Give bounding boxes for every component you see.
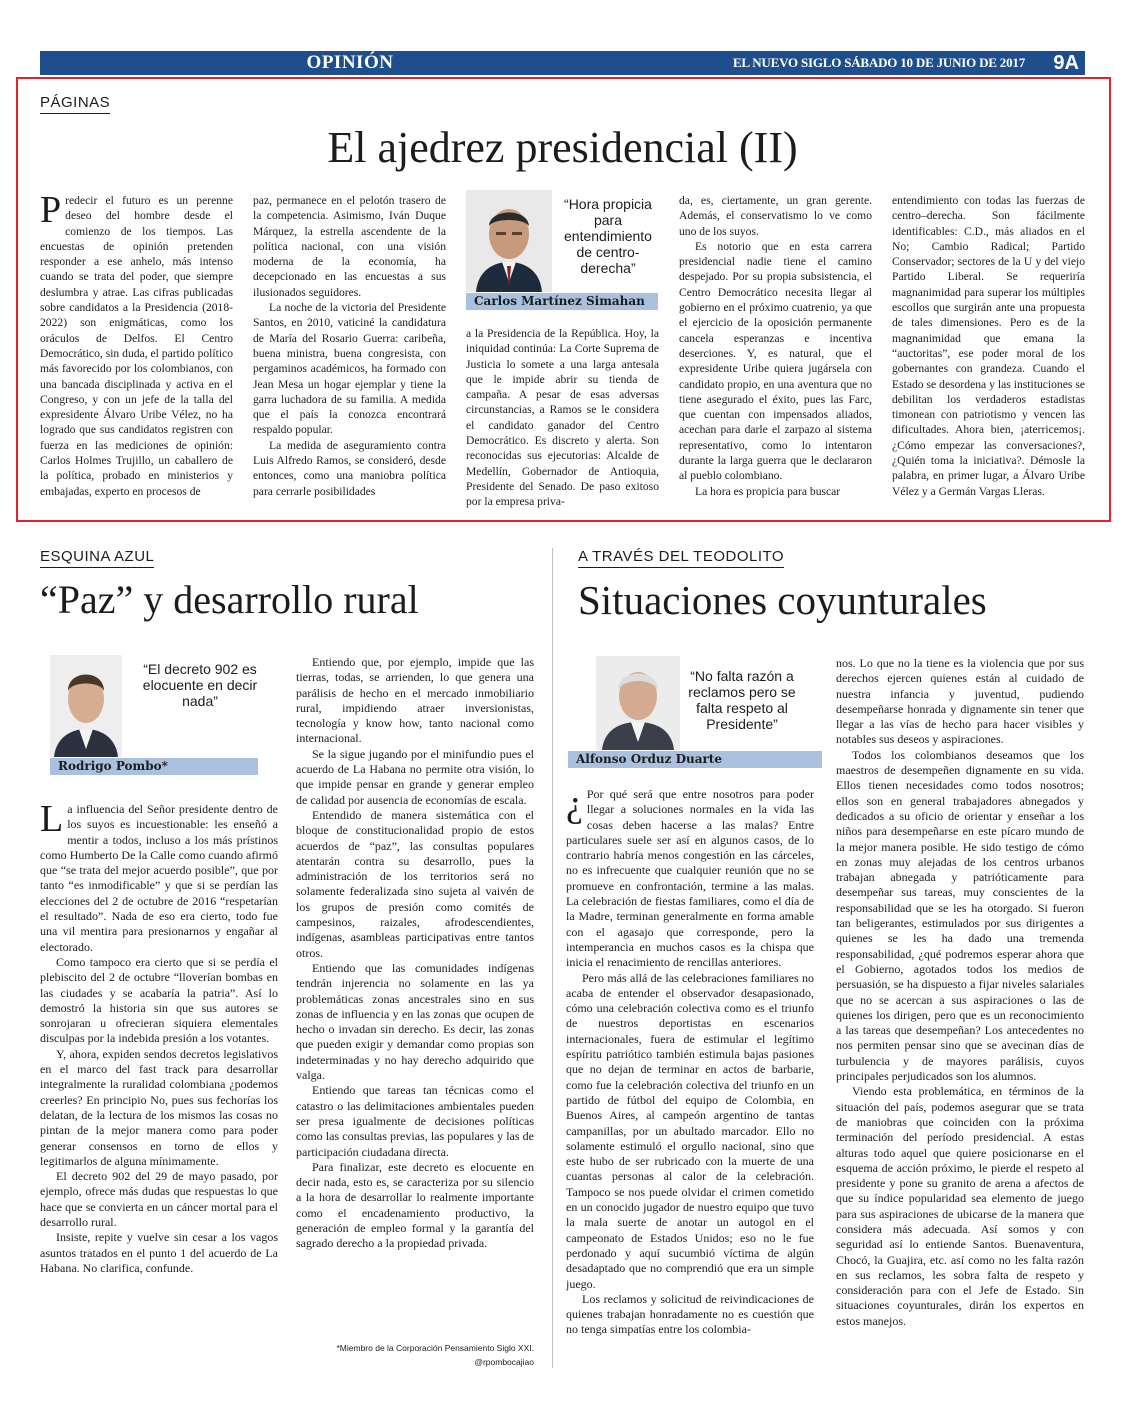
- article2-title: “Paz” y desarrollo rural: [40, 577, 419, 622]
- article2-column-2: [296, 655, 534, 1339]
- paragraph: La hora es propicia para buscar: [695, 484, 841, 498]
- article1-col1-text: redecir el futuro es un perenne deseo del hombre desde el comienzo de los tiempos. Las encuestas de opinión pretenden responder a ese anhelo, más intenso cuando se trata del poder, que siempre deslumbra y atrae. Las cifras publicadas sobre candidatos a la Presidencia (2018-2022) son enigmáticas, como los oráculos de Delfos. El Centro Democrático, sin duda, el partido político más favorecido por los colombianos, con una bancada disciplinada y activa en el Congreso, y con un jefe de la talla del expresidente Álvaro Uribe Vélez, no ha logrado que sus candidatos registren con fuerza en las mediciones de opinión: Carlos Holmes Trujillo, un caballero de la política, probado en ministerios y embajadas, experto en procesos de: [40, 194, 233, 498]
- article2-column-1: [40, 802, 278, 1342]
- drop-cap: ¿: [566, 787, 583, 825]
- article1-column-5: [892, 193, 1085, 511]
- paragraph: Se la sigue jugando por el minifundio pues el acuerdo de La Habana no permite otra visión, lo que impide pensar en grande y generar empleo de calidad por ausencia de economías de escala.: [296, 746, 534, 807]
- article3-title: Situaciones coyunturales: [578, 577, 987, 623]
- paragraph: La medida de aseguramiento contra Luis Alfredo Ramos, se consideró, desde entonces, como una maniobra política para cerrarle posibilidades: [253, 438, 446, 498]
- paragraph: nos. Lo que no la tiene es la violencia que por sus derechos ejercen quienes están al cuidado de nuestra infancia y juventud, pudiendo desempeñarse honrada y dignamente sin tener que llegar a las vías de hecho para hacer visibles y notables sus deseos y aspiraciones.: [836, 656, 1084, 747]
- article2-footnote: *Miembro de la Corporación Pensamiento Siglo XXI.: [336, 1343, 534, 1353]
- paragraph: Insiste, repite y vuelve sin cesar a los vagos asuntos tratados en el punto 1 del acuerdo de La Habana. No clarifica, confunde.: [40, 1230, 278, 1275]
- article3-author-name: Alfonso Orduz Duarte: [568, 751, 822, 768]
- article1-column-3: [466, 326, 659, 511]
- article1-title: El ajedrez presidencial (II): [327, 123, 798, 172]
- author-photo-icon: [50, 655, 122, 757]
- article2-author-name: Rodrigo Pombo*: [50, 758, 258, 775]
- paragraph: La noche de la victoria del Presidente Santos, en 2010, vaticiné la candidatura de María del Rosario Guerra: caribeña, buena ministra, buena congresista, con pergaminos académicos, ha formado con Jean Mesa un hogar ejemplar y tiene la garra luchadora de su familia. A medida que el país la conozca encontrará respaldo popular.: [253, 301, 446, 437]
- article1-column-1: [40, 193, 233, 511]
- article3-column-1: [566, 787, 814, 1342]
- drop-cap: P: [40, 193, 62, 231]
- article1-kicker: PÁGINAS: [40, 94, 110, 114]
- article1-author-box: [466, 190, 658, 310]
- article3-pull-quote: “No falta razón a reclamos pero se falta respeto al Presidente”: [688, 668, 796, 732]
- article2-kicker: ESQUINA AZUL: [40, 548, 154, 568]
- article2-author-box: [40, 655, 260, 775]
- page-header-bar: [40, 51, 1085, 75]
- paragraph: entendimiento con todas las fuerzas de centro–derecha. Son fácilmente identificables: C.D., más aliados en el No; Cambio Radical; Partido Conservador; sectores de la U y del viejo Partido Liberal. Se requeriría magnanimidad para superar los múltiples escollos que surgirán ante una propuesta de tales dimensiones. Pero es de la magnanimidad que emana la “auctoritas”, ese poder moral de los gobernantes con grandeza. Cuando el Estado se desordena y las instituciones se debilitan los verdaderos estadistas timonean con patriotismo y vencen las dificultades. Ahora bien, ¡aterricemos¡.¿Cómo empezar las conversaciones?, ¿Quién toma la iniciativa?. Démosle la palabra, en primer lugar, a Álvaro Uribe Vélez y a Germán Vargas Lleras.: [892, 194, 1085, 498]
- paragraph: Como tampoco era cierto que si se perdía el plebiscito del 2 de octubre “lloverían bombas en las ciudades y se acabaría la patria”. Así lo demostró la historia sin que sus autores se sonrojaran u ofrecieran siquiera elementales disculpas por la indebida presión a los votantes.: [40, 954, 278, 1046]
- article1-column-4: [679, 193, 872, 511]
- paragraph: Entiendo que las comunidades indígenas tendrán injerencia no solamente en las ya problemáticas zonas ancestrales sino en sus zonas de influencia y en las zonas que ocupen de hecho o invadan sin derecho. Es decir, las zonas que pueden exigir y demandar como propias son indeterminadas y no hay derecho adquirido que valga.: [296, 960, 534, 1083]
- article1-column-2: [253, 193, 446, 511]
- paragraph: Es notorio que en esta carrera presidencial nadie tiene el camino despejado. Por su propia subsistencia, el Centro Democrático necesita llegar al gobierno en el próximo cuatrenio, ya que el ejercicio de la oposición permanente cancela esperanzas e incentiva deserciones. Y, es natural, que el expresidente Uribe quiera jugársela con candidato propio, en una aventura que no tiene asegurado el éxito, pues las Farc, que cuentan con impensados aliados, acechan para darle el zarpazo al sistema representativo, como lo intentaron durante la larga guerra que le declararon al pueblo colombiano.: [679, 239, 872, 483]
- section-name: OPINIÓN: [306, 52, 394, 73]
- paragraph: paz, permanece en el pelotón trasero de la competencia. Asimismo, Iván Duque Márquez, la estrella ascendente de la política nacional, con una visión moderna de la economía, ha decepcionado en las encuestas a sus ilusionados seguidores.: [253, 194, 446, 299]
- article3-kicker: A TRAVÉS DEL TEODOLITO: [578, 548, 784, 568]
- paragraph: Y, ahora, expiden sendos decretos legislativos en el marco del fast track para desarrollar integralmente la ruralidad colombiana ¿podemos creerles? En principio No, pues sus fechorías los delatan, de la lectura de los mismos las cosas no pintan de la mejor manera como para poder generar consensos en torno de ellos y legitimarlos de alguna mínimamente.: [40, 1046, 278, 1168]
- author-photo-icon: [596, 656, 680, 750]
- drop-cap: L: [40, 802, 64, 840]
- paragraph: Entiendo que, por ejemplo, impide que las tierras, todas, se arrienden, lo que genera una parálisis de hecho en el mercado inmobiliario rural, impidiendo atraer inversionistas, tecnología y know how, tanto nacional como internacional.: [296, 655, 534, 746]
- paragraph: Entendido de manera sistemática con el bloque de constitucionalidad propio de estos acuerdos de “paz”, las consultas populares atentarán contra su desarrollo, pues la administración de los territorios será no solamente federalizada sino sujeta al vaivén de los grupos de presión como comités de campesinos, raizales, afrodescendientes, indígenas, asambleas participativas entre tantos otros.: [296, 807, 534, 960]
- column-divider: [552, 548, 553, 1368]
- paragraph: El decreto 902 del 29 de mayo pasado, por ejemplo, ofrece más dudas que respuestas lo que hace que se convierta en un cáncer mortal para el desarrollo rural.: [40, 1169, 278, 1230]
- paragraph: da, es, ciertamente, un gran gerente. Además, el conservatismo lo ve como uno de los suyos.: [679, 194, 872, 238]
- article3-column-2: [836, 656, 1084, 1346]
- author-photo-icon: [466, 190, 552, 292]
- article2-pull-quote: “El decreto 902 es elocuente en decir nada”: [142, 661, 258, 709]
- edition-date: EL NUEVO SIGLO SÁBADO 10 DE JUNIO DE 2017: [732, 55, 1025, 70]
- article1-pull-quote: “Hora propicia para entendimiento de centro-derecha”: [564, 196, 652, 276]
- article1-author-name: Carlos Martínez Simahan: [466, 293, 658, 310]
- paragraph: a la Presidencia de la República. Hoy, la iniquidad continúa: La Corte Suprema de Justicia lo somete a una larga antesala que le impide abrir su tienda de campaña. A pesar de esas adversas circunstancias, a Ramos se le considera el candidato ganador del Centro Democrático. Es discreto y alerta. Son reconocidas sus ejecutorias: Alcalde de Medellín, Gobernador de Antioquia, Presidente del Senado. De paso exitoso por la empresa priva-: [466, 327, 659, 509]
- paragraph: Para finalizar, este decreto es elocuente en decir nada, esto es, se caracteriza por su silencio a la hora de desarrollar lo realmente importante como el encadenamiento productivo, la generación de empleo formal y la garantía del sagrado derecho a la propiedad privada.: [296, 1159, 534, 1251]
- page-number: 9A: [1053, 52, 1079, 74]
- article2-twitter-handle: @rpombocajiao: [474, 1357, 534, 1367]
- paragraph: Los reclamos y solicitud de reivindicaciones de quienes trabajan honradamente no es cuestión que no tenga simpatías entre los colombia-: [566, 1291, 814, 1337]
- article3-author-box: [568, 656, 818, 771]
- paragraph: Todos los colombianos deseamos que los maestros de desempeñen dignamente en su vida. Ellos tienen necesidades como todos nosotros; ellos son en general trabajadores abnegados y dedicados a su oficio de orientar y enseñar a los niños para desempeñarse en este pícaro mundo de la mejor manera posible. He sido testigo de cómo en zonas muy alejadas de los centros urbanos trabajan abnegada y patrióticamente para desempeñar sus tareas, muy conscientes de la responsabilidad que se les ha otorgado. Si fueron tan beligerantes, estimulados por sus dirigentes a quienes se les ha dado una tremenda responsabilidad, ¿qué podremos esperar ahora que el Gobierno, agotados todos los medios de persuasión, se ha dispuesto a fijar niveles salariales que no se acercan a sus aspiraciones o las de quienes los dirigen, pero que es un reconocimiento a las tareas que desempeñan? Los antecedentes no nos permiten pensar sino que se avecinan días de turbulencia y de mayores parálisis, cuyos principales perjudicados son los alumnos.: [836, 747, 1084, 1084]
- paragraph: Entiendo que tareas tan técnicas como el catastro o las delimitaciones ambientales pueden ser presa igualmente de decisiones políticas como las consultas previas, las populares y las de participación ciudadana directa.: [296, 1083, 534, 1159]
- paragraph: Viendo esta problemática, en términos de la situación del país, podemos asegurar que se trata de maniobras que coinciden con la próxima terminación del período presidencial. A estas alturas todo aquel que quiere posicionarse en el esquema de acción próximo, le pierde el respeto al presidente y pone su granito de arena a afectos de que su índice popularidad sea elemento de juego para sus aspiraciones de ubicarse de la manera que considera más adecuada. Así somos y con seguridad así lo entiende Santos. Buenaventura, Chocó, la Guajira, etc. así como no les falta razón en sus reclamos, les sobra falta de respeto y consideración para con el Jefe de Estado. Sin situaciones coyunturales, dirán los expertos en estos manejos.: [836, 1084, 1084, 1328]
- article3-col1-first: Por qué será que entre nosotros para poder llegar a soluciones normales en la vida las cosas deben hacerse a las malas? Entre particulares suele ser así en algunos casos, de lo contrario habría menos congestión en las cárceles, no es infrecuente que cualquier reunión que no se promueve en confrontación, termine a las malas. La celebración de fiestas familiares, como el día de la Madre, terminan generalmente en forma amable con el agasajo que corresponde, pero la intemperancia en muchos casos es la chispa que inicia el renacimiento de rencillas anteriores.: [566, 787, 814, 970]
- paragraph: Pero más allá de las celebraciones familiares no acaba de entender el observador desapasionado, cómo una celebración colectiva como es el triunfo de nuestros deportistas en escenarios internacionales, fuera de estimular el legítimo espíritu patriótico también estimula bajas pasiones que no dejan de terminar en actos de barbarie, como fue la celebración colectiva del triunfo en un partido de fútbol del equipo de Colombia, en Buenos Aires, al campeón argentino de tantas campanillas, por un abultado marcador. Ello no solamente estimuló el orgullo nacional, sino que este hubo de ser rubricado con la muerte de una cuantas personas al calor de la celebración. Tampoco se nos puede olvidar el crimen cometido en un conocido jugador de nuestro equipo que tuvo la mala suerte de anotar un autogol en el campeonato de Estados Unidos; eso no le fue perdonado y aquí sucumbió víctima de algún desadaptado que no comprendió que era un simple juego.: [566, 970, 814, 1291]
- article2-col1-first: a influencia del Señor presidente dentro de los suyos es incuestionable: les enseñó a mentir a todos, incluso a los más prístinos como Humberto De la Calle como cuando afirmó que “se trata del mejor acuerdo posible”, que por tanto “es inmodificable” y que si se perdían las elecciones del 2 de octubre de 2016 “respetarían el resultado”. Nada de eso era cierto, todo fue una vil mentira para presionarnos y engañar al electorado.: [40, 802, 278, 954]
